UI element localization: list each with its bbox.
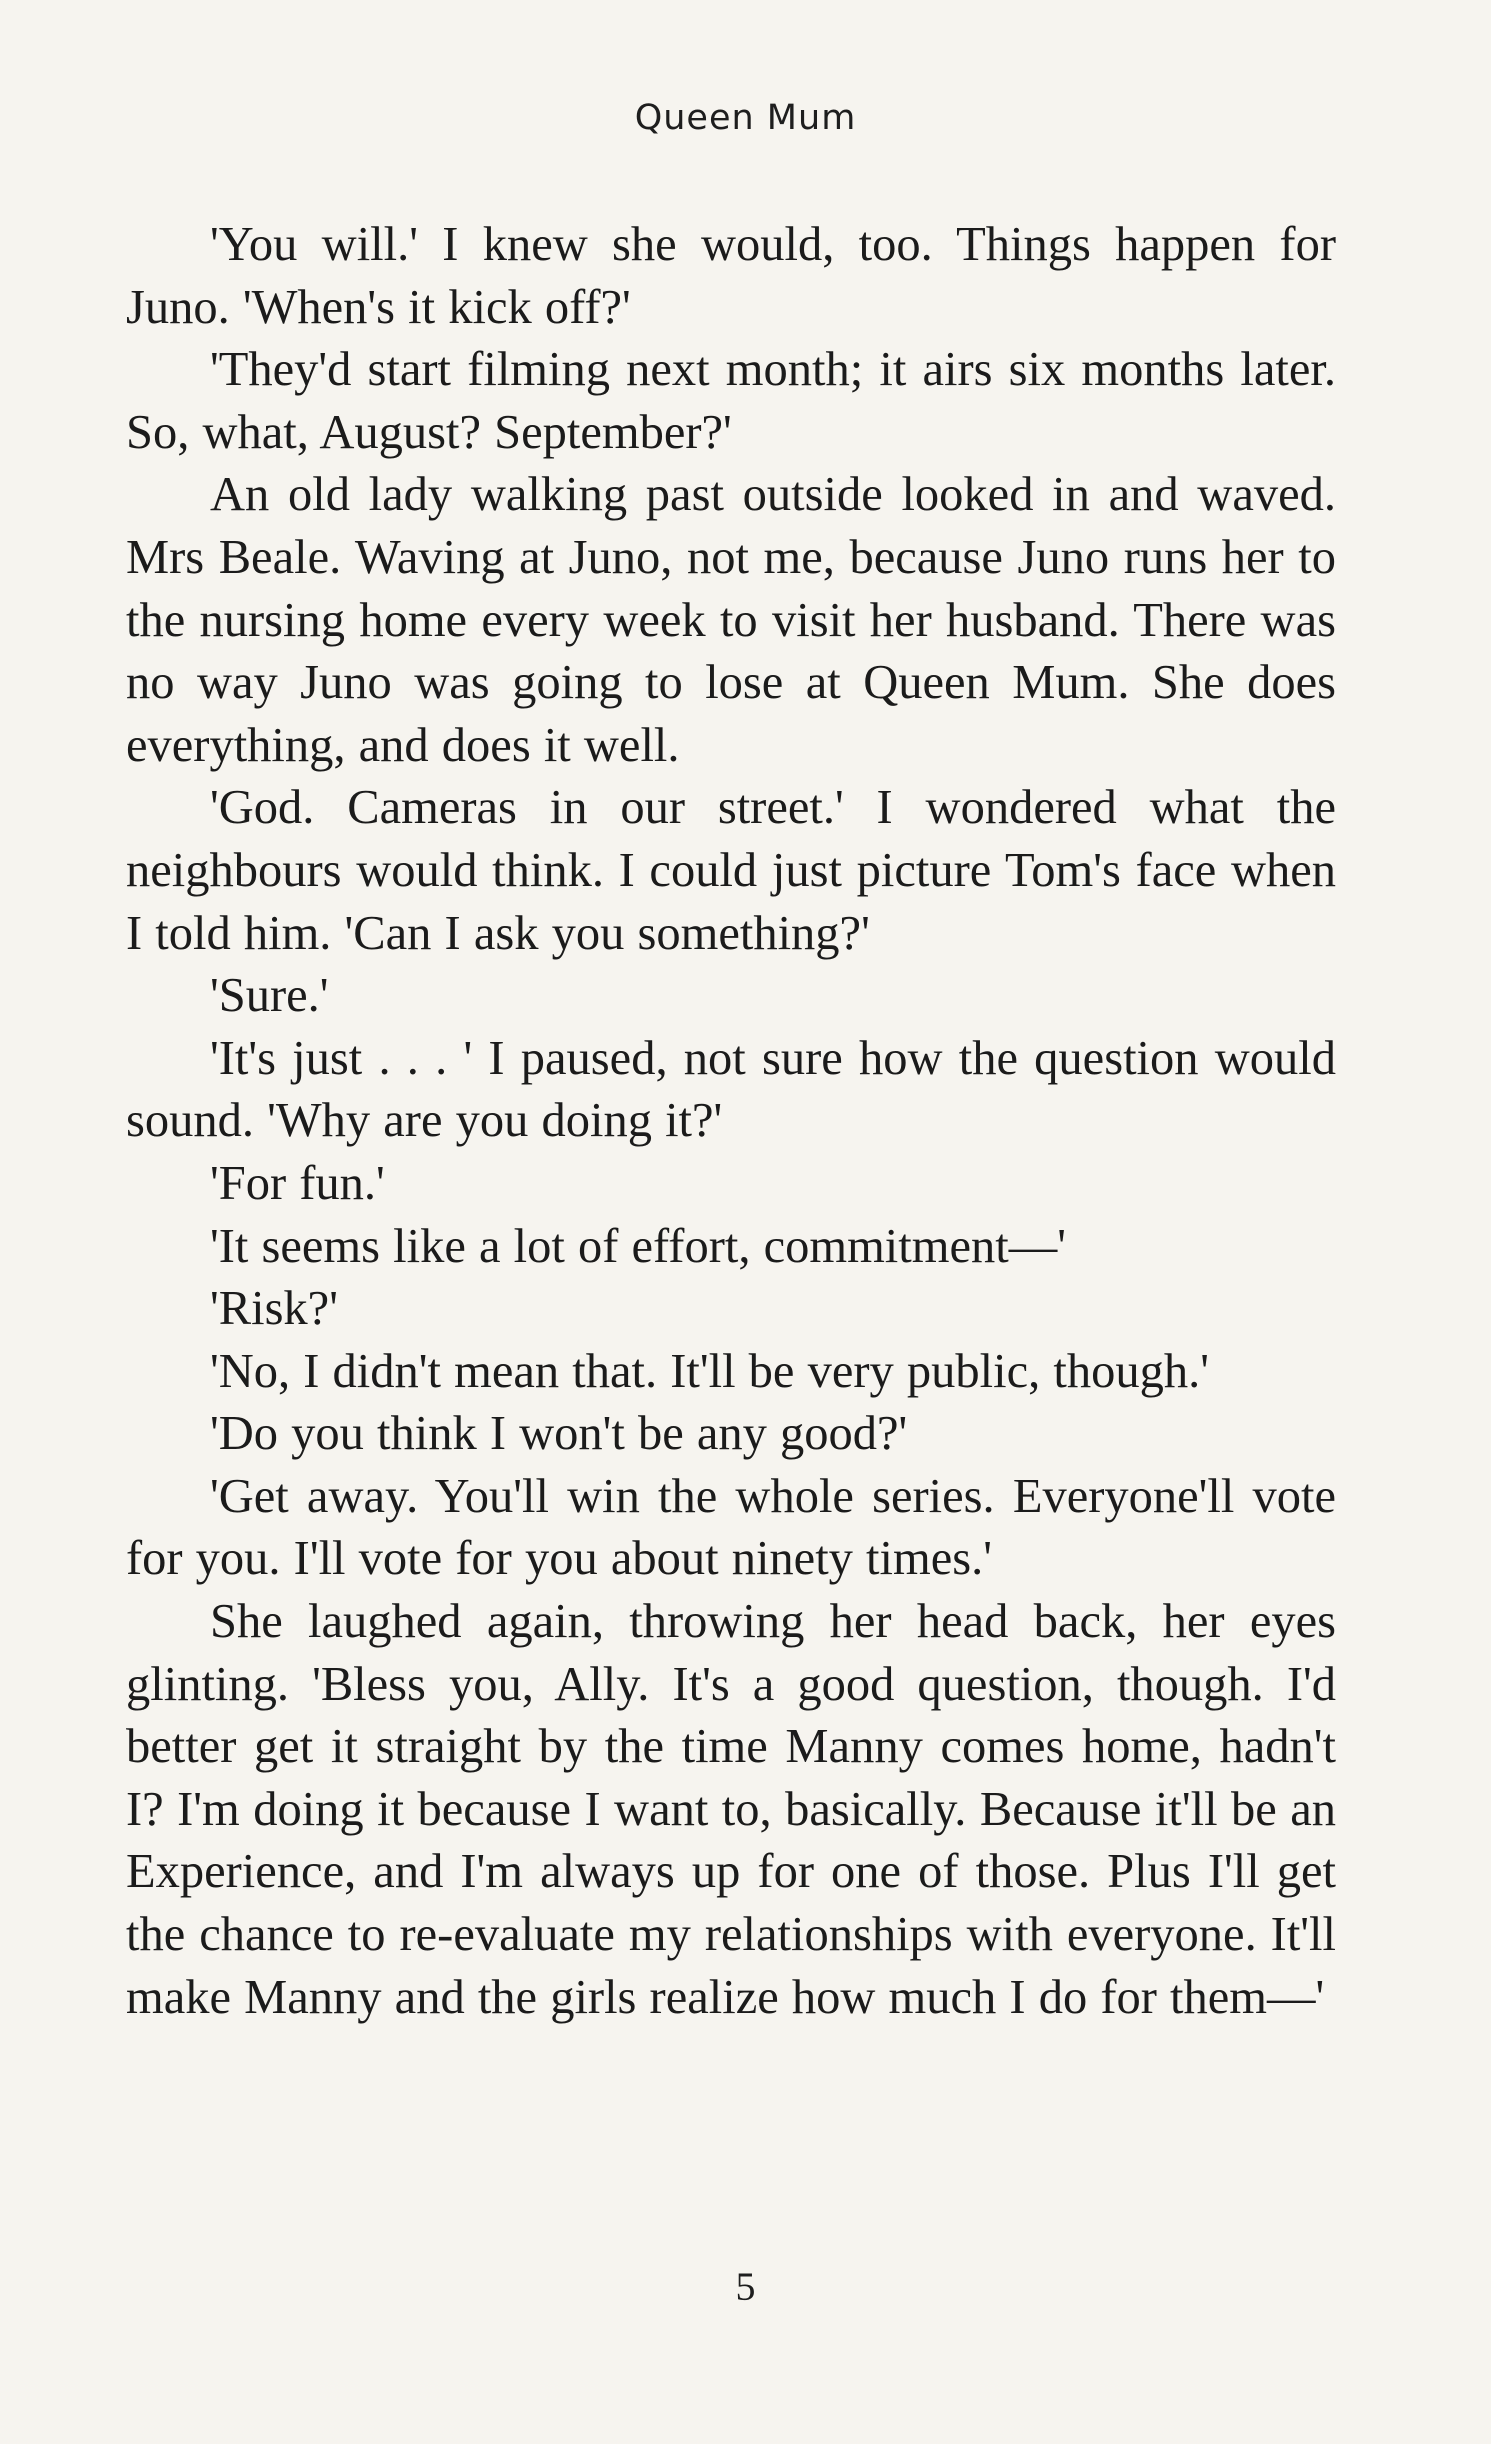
paragraph: 'Risk?'	[210, 1282, 338, 1336]
paragraph: 'Get away. You'll win the whole series. Everyone'll vote for you. I'll vote for you about ninety times.'	[126, 1469, 1336, 1586]
paragraph: 'It's just . . . ' I paused, not sure how the question would sound. 'Why are you doing it?'	[126, 1031, 1336, 1148]
body-text	[126, 214, 1336, 2029]
running-head-title: Queen Mum	[634, 98, 857, 138]
paragraph: 'For fun.'	[210, 1156, 385, 1210]
paragraph: 'Do you think I won't be any good?'	[210, 1407, 908, 1461]
paragraph: An old lady walking past outside looked in and waved. Mrs Beale. Waving at Juno, not me, because Juno runs her to the nursing home every week to visit her husband. There was no way Juno was going to lose at Queen Mum. She does everything, and does it well.	[126, 468, 1336, 772]
paragraph: 'It seems like a lot of effort, commitment—'	[210, 1219, 1066, 1273]
paragraph: 'God. Cameras in our street.' I wondered what the neighbours would think. I could just picture Tom's face when I told him. 'Can I ask you something?'	[126, 781, 1336, 960]
paragraph: 'No, I didn't mean that. It'll be very public, though.'	[210, 1344, 1209, 1398]
paragraph: 'You will.' I knew she would, too. Things happen for Juno. 'When's it kick off?'	[126, 218, 1336, 334]
page-number: 5	[735, 2264, 756, 2309]
paragraph: She laughed again, throwing her head back, her eyes glinting. 'Bless you, Ally. It's a good question, though. I'd better get it straight by the time Manny comes home, hadn't I? I'm doing it because I want to, basically. Because it'll be an Experience, and I'm always up for one of those. Plus I'll get the chance to re-evaluate my relationships with everyone. It'll make Manny and the girls realize how much I do for them—'	[126, 1595, 1336, 2024]
paragraph: 'Sure.'	[210, 969, 329, 1023]
paragraph: 'They'd start filming next month; it airs six months later. So, what, August? September?'	[126, 343, 1336, 459]
